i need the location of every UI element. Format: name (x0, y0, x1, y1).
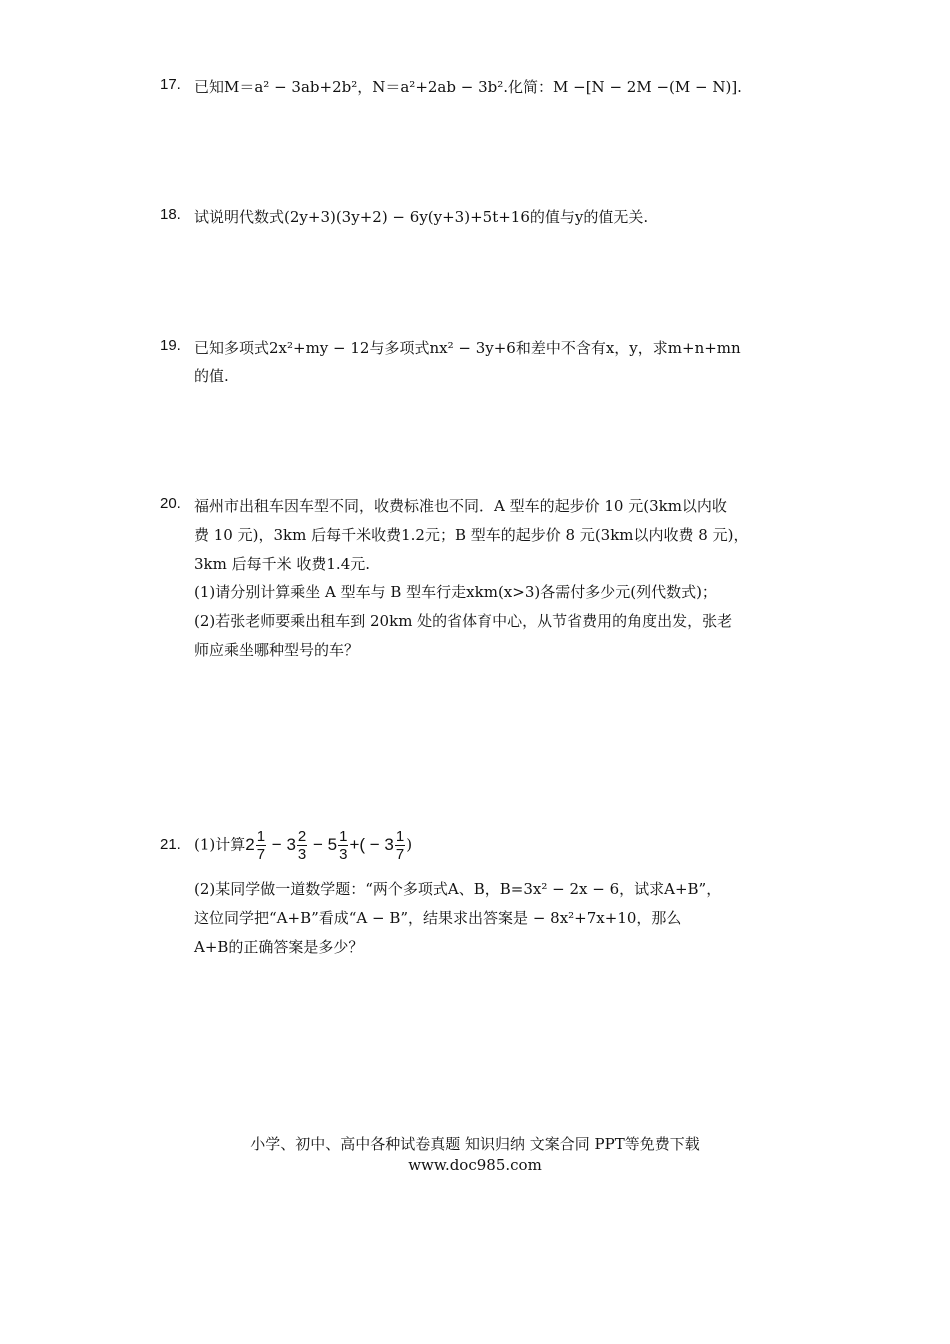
fraction (256, 828, 266, 863)
mixed-number-term (267, 828, 308, 863)
footer-url[interactable]: www.doc985.com (408, 1156, 542, 1174)
numerator: 1 (339, 828, 348, 845)
question-number: 19. (160, 337, 181, 354)
question-number: 21. (160, 836, 181, 853)
question-text: 福州市出租车因车型不同，收费标准也不同．A 型车的起步价 10 元(3km以内收 (194, 497, 727, 515)
question-text: 这位同学把“A+B”看成“A − B”，结果求出答案是 − 8x²+7x+10，那么 (194, 909, 682, 927)
question-number: 17. (160, 76, 181, 93)
question-text: 费 10 元)，3km 后每千米收费1.2元；B 型车的起步价 8 元(3km以内收费 8 元)， (194, 526, 749, 544)
term-operator: − (267, 834, 287, 854)
numerator: 2 (297, 828, 307, 845)
question-text: 的值. (194, 367, 229, 385)
question-number: 18. (160, 206, 181, 223)
mixed-number-term (245, 828, 267, 863)
question-text: 3km 后每千米 收费1.4元. (194, 555, 371, 573)
denominator: 7 (395, 846, 405, 863)
part1-suffix: ) (406, 835, 413, 854)
mixed-number-term (349, 828, 406, 863)
term-whole: 3 (286, 834, 296, 854)
fraction (338, 828, 348, 863)
denominator: 3 (339, 846, 348, 863)
footer-line-1: 小学、初中、高中各种试卷真题 知识归纳 文案合同 PPT等免费下载 (250, 1135, 700, 1153)
question-text: 师应乘坐哪种型号的车？ (194, 641, 360, 659)
numerator: 1 (395, 828, 405, 845)
question-text: 已知多项式2x²+my − 12与多项式nx² − 3y+6和差中不含有x，y，求m+n+mn (194, 339, 741, 357)
question-text: (2)某同学做一道数学题：“两个多项式A、B，B=3x² − 2x − 6，试求A+B”， (194, 880, 722, 898)
question-text: A+B的正确答案是多少？ (194, 938, 364, 956)
denominator: 7 (256, 846, 266, 863)
part1-prefix: (1)计算 (194, 835, 246, 854)
term-operator: +( − (349, 834, 385, 854)
question-number: 20. (160, 495, 181, 512)
mixed-number-term (308, 828, 349, 863)
term-whole: 2 (245, 834, 255, 854)
term-operator: − (308, 834, 328, 854)
fraction (297, 828, 307, 863)
denominator: 3 (297, 846, 307, 863)
question-part1 (194, 828, 412, 863)
question-text: 试说明代数式(2y+3)(3y+2) − 6y(y+3)+5t+16的值与y的值无关. (194, 208, 649, 226)
question-text: (2)若张老师要乘出租车到 20km 处的省体育中心，从节省费用的角度出发，张老 (194, 612, 733, 630)
term-whole: 5 (327, 834, 338, 854)
question-text: (1)请分别计算乘坐 A 型车与 B 型车行走xkm(x>3)各需付多少元(列代数式)； (194, 583, 717, 601)
fraction (395, 828, 405, 863)
numerator: 1 (256, 828, 266, 845)
question-text: 已知M＝a² − 3ab+2b²，N＝a²+2ab − 3b².化简：M −[N − 2M −(M − N)]. (194, 78, 742, 96)
term-whole: 3 (384, 834, 394, 854)
